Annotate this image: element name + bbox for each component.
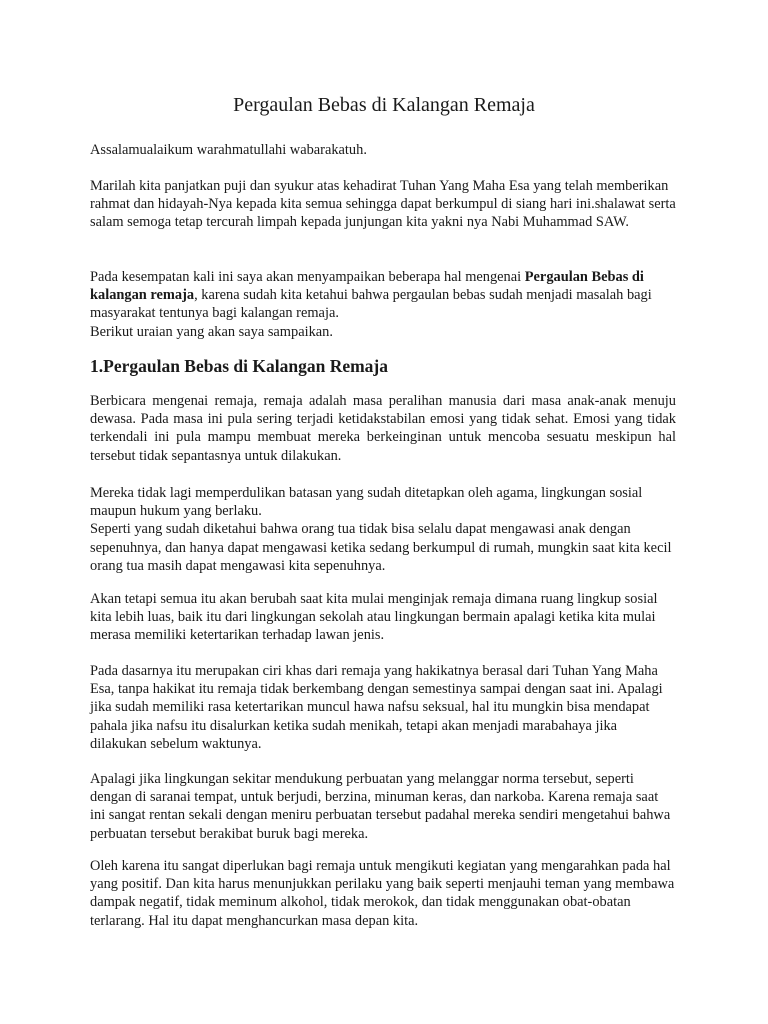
body-paragraph-line: Seperti yang sudah diketahui bahwa orang tua tidak bisa selalu dapat mengawasi anak dengan sepenuhnya, dan hanya dapat mengawasi ketika sedang berkumpul di rumah, mungkin saat kita kecil orang tua masih dapat mengawasi kita sepenuhnya. [90, 521, 672, 574]
body-paragraph: Pada dasarnya itu merupakan ciri khas dari remaja yang hakikatnya berasal dari Tuhan Yang Maha Esa, tanpa hakikat itu remaja tidak berkembang dengan semestinya sampai dengan saat ini. Apalagi jika sudah memiliki rasa ketertarikan muncul hawa nafsu seksual, hal itu mungkin bisa mendapat pahala jika nafsu itu disalurkan ketika sudah menikah, tetapi akan menjadi marabahaya jika dilakukan sebelum waktunya. [90, 663, 663, 752]
intro-paragraph: Marilah kita panjatkan puji dan syukur atas kehadirat Tuhan Yang Maha Esa yang telah memberikan rahmat dan hidayah-Nya kepada kita semua sehingga dapat berkumpul di siang hari ini.shalawat serta salam semoga tetap tercurah limpah kepada junjungan kita yakni nya Nabi Muhammad SAW. [90, 178, 676, 231]
body-paragraph: Akan tetapi semua itu akan berubah saat kita mulai menginjak remaja dimana ruang lingkup sosial kita lebih luas, baik itu dari lingkungan sekolah atau lingkungan bermain apalagi ketika kita mulai merasa memiliki ketertarikan terhadap lawan jenis. [90, 591, 658, 644]
body-paragraph: Apalagi jika lingkungan sekitar mendukung perbuatan yang melanggar norma tersebut, seperti dengan di saranai tempat, untuk berjudi, berzina, minuman keras, dan narkoba. Karena remaja saat ini sangat rentan sekali dengan meniru perbuatan tersebut padahal mereka sendiri mengetahui bahwa perbuatan tersebut berakibat buruk bagi mereka. [90, 771, 671, 842]
body-paragraph: Oleh karena itu sangat diperlukan bagi remaja untuk mengikuti kegiatan yang mengarahkan pada hal yang positif. Dan kita harus menunjukkan perilaku yang baik seperti menjauhi teman yang membawa dampak negatif, tidak meminum alkohol, tidak merokok, dan tidak menggunakan obat-obatan terlarang. Hal itu dapat menghancurkan masa depan kita. [90, 858, 675, 929]
body-paragraph [90, 484, 676, 575]
purpose-text-before: Pada kesempatan kali ini saya akan menyampaikan beberapa hal mengenai [90, 269, 525, 285]
purpose-paragraph [90, 268, 676, 341]
greeting-text: Assalamualaikum warahmatullahi wabarakatuh. [90, 142, 367, 158]
purpose-text-after: , karena sudah kita ketahui bahwa pergaulan bebas sudah menjadi masalah bagi masyarakat tentunya bagi kalangan remaja. [90, 287, 652, 322]
body-paragraph: Berbicara mengenai remaja, remaja adalah masa peralihan manusia dari masa anak-anak menuju dewasa. Pada masa ini pula sering terjadi ketidakstabilan emosi yang tidak sehat. Emosi yang tidak terkendali ini pula mampu membuat mereka berkeinginan untuk mencoba sesuatu meskipun hal tersebut tidak sepantasnya untuk dilakukan. [90, 393, 676, 464]
purpose-text-line2: Berikut uraian yang akan saya sampaikan. [90, 323, 333, 340]
document-title: Pergaulan Bebas di Kalangan Remaja [233, 94, 535, 116]
body-paragraph-line: Mereka tidak lagi memperdulikan batasan yang sudah ditetapkan oleh agama, lingkungan sosial maupun hukum yang berlaku. [90, 485, 643, 520]
section-heading: 1.Pergaulan Bebas di Kalangan Remaja [90, 356, 389, 376]
purpose-topic-bold: Pergaulan Bebas di kalangan remaja [90, 269, 644, 304]
